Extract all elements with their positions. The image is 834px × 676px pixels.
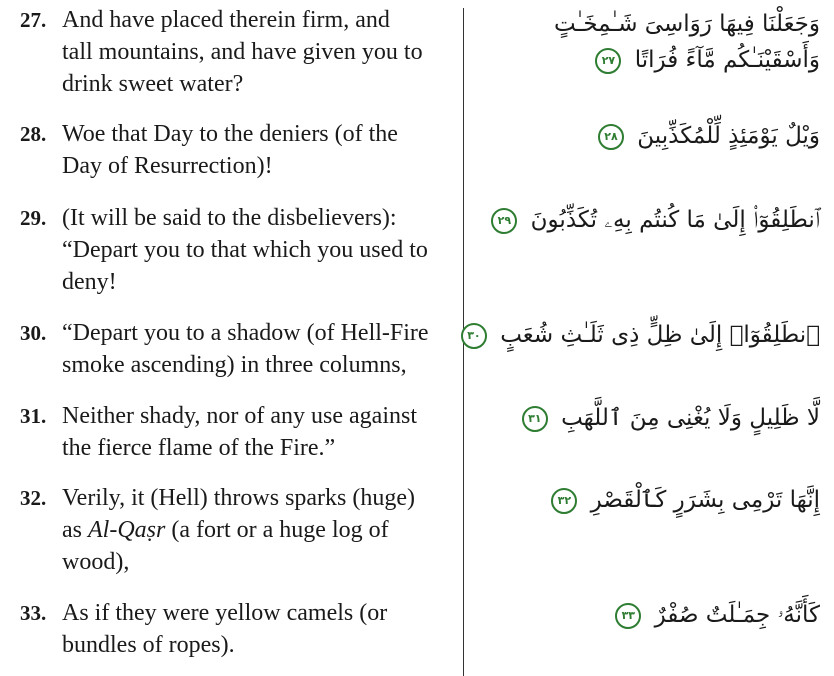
- verse-english-27: [20, 4, 460, 100]
- verse-english-32: [20, 482, 460, 578]
- verse-text-line: smoke ascending) in three columns,: [62, 352, 407, 378]
- verse-end-marker: ٢٩: [491, 208, 517, 234]
- verse-number: 33.: [20, 601, 47, 625]
- verse-arabic-30: [467, 317, 820, 353]
- verse-arabic-29: [478, 202, 820, 238]
- arabic-line: وَجَعَلْنَا فِيهَا رَوَاسِىَ شَـٰمِخَـٰتٍ: [554, 11, 820, 37]
- verse-arabic-27: [478, 6, 820, 78]
- verse-text-line: As if they were yellow camels (or: [62, 600, 388, 626]
- verse-end-marker: ٣٢: [551, 488, 577, 514]
- verse-english-33: [20, 597, 460, 661]
- arabic-line: وَأَسْقَيْنَـٰكُم مَّآءً فُرَاتًا: [634, 47, 820, 73]
- verse-text-line: And have placed therein firm, and: [62, 7, 390, 33]
- verse-english-28: [20, 118, 460, 182]
- verse-english-29: [20, 202, 460, 298]
- verse-text-line: bundles of ropes).: [62, 632, 235, 658]
- verse-text-line: Neither shady, nor of any use against: [62, 403, 418, 429]
- verse-text-segment: as: [62, 517, 88, 543]
- verse-end-marker: ٢٧: [595, 48, 621, 74]
- verse-number: 31.: [20, 404, 47, 428]
- verse-number: 27.: [20, 8, 47, 32]
- verse-arabic-33: [478, 597, 820, 633]
- verse-arabic-28: [478, 118, 820, 154]
- verse-english-30: [20, 317, 460, 381]
- verse-text-italic-term: Al-Qaṣr: [88, 517, 166, 543]
- verse-end-marker: ٣٣: [615, 603, 641, 629]
- verse-number: 28.: [20, 122, 47, 146]
- verse-text-line: Day of Resurrection)!: [62, 153, 273, 179]
- verse-text-line: Woe that Day to the deniers (of the: [62, 121, 398, 147]
- verse-end-marker: ٣٠: [461, 323, 487, 349]
- verse-text-line: wood),: [62, 549, 130, 575]
- arabic-line: ٱنطَلِقُوٓا۟ إِلَىٰ ظِلٍّ ذِى ثَلَـٰثِ شُعَبٍ: [500, 322, 820, 348]
- verse-text-line: “Depart you to that which you used to: [62, 237, 428, 263]
- verse-end-marker: ٣١: [522, 406, 548, 432]
- verse-text-line: Verily, it (Hell) throws sparks (huge): [62, 485, 416, 511]
- verse-end-marker: ٢٨: [598, 124, 624, 150]
- verse-arabic-31: [478, 400, 820, 436]
- arabic-line: إِنَّهَا تَرْمِى بِشَرَرٍ كَٱلْقَصْرِ: [590, 487, 820, 513]
- verse-text-segment: (a fort or a huge log of: [165, 517, 389, 543]
- arabic-line: لَّا ظَلِيلٍ وَلَا يُغْنِى مِنَ ٱللَّهَبِ: [561, 405, 820, 431]
- verse-text-line: “Depart you to a shadow (of Hell-Fire: [62, 320, 429, 346]
- verse-text-line: the fierce flame of the Fire.”: [62, 435, 336, 461]
- arabic-line: ٱنطَلِقُوٓا۟ إِلَىٰ مَا كُنتُم بِهِۦ تُكَذِّبُونَ: [530, 207, 820, 233]
- verse-arabic-32: [478, 482, 820, 518]
- verse-number: 29.: [20, 206, 47, 230]
- verse-text-line: (It will be said to the disbelievers):: [62, 205, 397, 231]
- verse-text-line: tall mountains, and have given you to: [62, 39, 423, 65]
- arabic-line: وَيْلٌ يَوْمَئِذٍ لِّلْمُكَذِّبِينَ: [637, 123, 820, 149]
- arabic-line: كَأَنَّهُۥ جِمَـٰلَتٌ صُفْرٌ: [654, 602, 820, 628]
- verse-text-line: deny!: [62, 269, 117, 295]
- verse-text-line: drink sweet water?: [62, 71, 244, 97]
- verse-english-31: [20, 400, 460, 464]
- verse-number: 30.: [20, 321, 47, 345]
- verse-number: 32.: [20, 486, 47, 510]
